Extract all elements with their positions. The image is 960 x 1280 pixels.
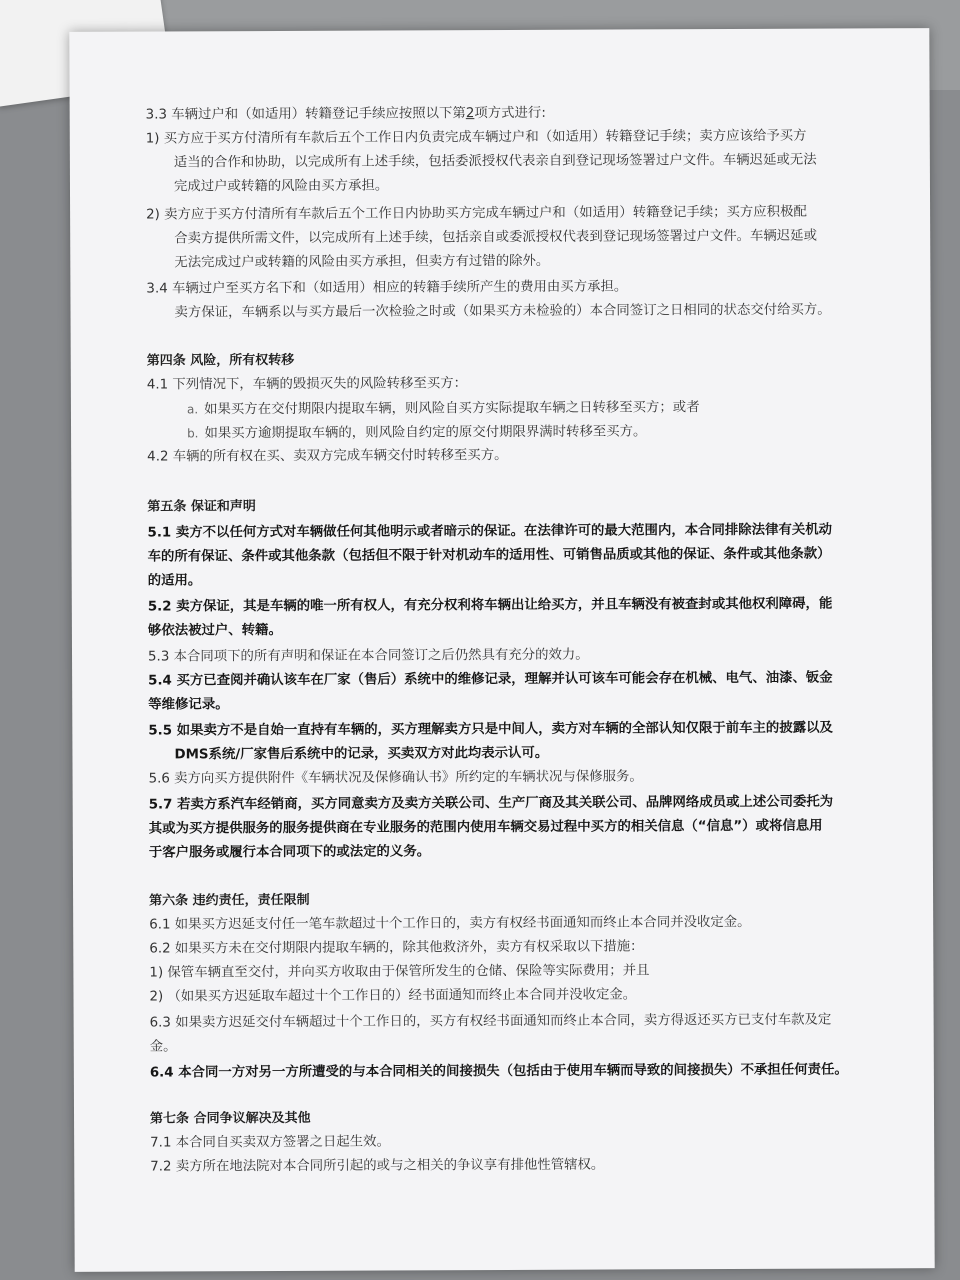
clause-4-1: 4.1 下列情况下，车辆的毁损灭失的风险转移至买方：: [146, 376, 468, 393]
clause-3-4: 3.4 车辆过户至买方名下和（如适用）相应的转籍手续所产生的费用由买方承担。: [146, 279, 628, 297]
clause-6-2: 6.2 如果买方未在交付期限内提取车辆的，除其他救济外，卖方有权采取以下措施：: [149, 939, 644, 957]
clause-5-5-line2: DMS系统/厂家售后系统中的记录，买卖双方对此均表示认可。: [174, 745, 549, 763]
clause-5-1-line2: 车的所有保证、条件或其他条款（包括但不限于针对机动车的适用性、可销售品质或其他的保证、条件或其他条款）: [147, 546, 831, 565]
article-6-title: 第六条 违约责任，责任限制: [149, 892, 310, 909]
clause-3-3-item2-line3: 无法完成过户或转籍的风险由买方承担，但卖方有过错的除外。: [174, 253, 550, 271]
clause-4-1-b: b. 如果买方逾期提取车辆的，则风险自约定的原交付期限界满时转移至买方。: [187, 424, 647, 442]
clause-5-7-line2: 其或为买方提供服务的服务提供商在专业服务的范围内使用车辆交易过程中买方的相关信息（“信息”）或将信息用: [148, 818, 823, 837]
clause-3-3-heading: 3.3 车辆过户和（如适用）转籍登记手续应按照以下第2项方式进行:: [145, 105, 546, 123]
article-7-title: 第七条 合同争议解决及其他: [150, 1110, 311, 1127]
clause-4-1-a: a. 如果买方在交付期限内提取车辆，则风险自买方实际提取车辆之日转移至买方；或者: [186, 400, 700, 418]
clause-3-3-item2-line2: 合卖方提供所需文件，以完成所有上述手续，包括亲自或委派授权代表到登记现场签署过户文件。车辆迟延或: [174, 228, 817, 247]
clause-5-7-line1: 5.7 若卖方系汽车经销商，买方同意卖方及卖方关联公司、生产厂商及其关联公司、品牌网络成员或上述公司委托为: [148, 794, 834, 813]
clause-5-1-line1: 5.1 卖方不以任何方式对车辆做任何其他明示或者暗示的保证。在法律许可的最大范围内，本合同排除法律有关机动: [147, 522, 833, 541]
document-page: [69, 28, 934, 1272]
article-5-title: 第五条 保证和声明: [147, 499, 256, 515]
clause-5-5-line1: 5.5 如果卖方不是自始一直持有车辆的，买方理解卖方只是中间人，卖方对车辆的全部认知仅限于前车主的披露以及: [148, 720, 833, 739]
clause-5-2-line1: 5.2 卖方保证，其是车辆的唯一所有权人，有充分权利将车辆出让给买方，并且车辆没有被查封或其他权利障碍，能: [147, 596, 833, 615]
clause-7-1: 7.1 本合同自买卖双方签署之日起生效。: [150, 1134, 390, 1151]
clause-3-4-warranty: 卖方保证，车辆系以与买方最后一次检验之时或（如果买方未检验的）本合同签订之日相同的状态交付给买方。: [174, 302, 831, 321]
clause-6-2-item1: 1) 保管车辆直至交付，并向买方收取由于保管所发生的仓储、保险等实际费用；并且: [149, 963, 650, 981]
clause-3-3-item1-line3: 完成过户或转籍的风险由买方承担。: [173, 178, 389, 195]
article-4-title: 第四条 风险，所有权转移: [146, 352, 295, 369]
clause-5-2-line2: 够依法被过户、转籍。: [147, 622, 282, 639]
clause-5-4-line1: 5.4 买方已查阅并确认该车在厂家（售后）系统中的维修记录，理解并认可该车可能会存在机械、电气、油漆、钣金: [148, 670, 833, 689]
contract-text: [145, 102, 906, 1175]
clause-3-3-item1-line2: 适当的合作和协助，以完成所有上述手续，包括委派授权代表亲自到登记现场签署过户文件。车辆迟延或无法: [173, 152, 817, 171]
clause-5-1-line3: 的适用。: [147, 573, 202, 589]
clause-3-3-item2-line1: 2) 卖方应于买方付清所有车款后五个工作日内协助买方完成车辆过户和（如适用）转籍登记手续；买方应积极配: [146, 204, 807, 223]
clause-7-2: 7.2 卖方所在地法院对本合同所引起的或与之相关的争议享有排他性管辖权。: [150, 1157, 605, 1175]
clause-6-2-item2: 2) （如果买方迟延取车超过十个工作日的）经书面通知而终止本合同并没收定金。: [149, 987, 637, 1005]
clause-6-3-line2: 金。: [149, 1039, 177, 1055]
clause-6-3-line1: 6.3 如果卖方迟延交付车辆超过十个工作日的，买方有权经书面通知而终止本合同，卖方得返还买方已支付车款及定: [149, 1012, 832, 1031]
clause-4-2: 4.2 车辆的所有权在买、卖双方完成车辆交付时转移至买方。: [147, 447, 508, 465]
clause-5-6: 5.6 卖方向买方提供附件《车辆状况及保修确认书》所约定的车辆状况与保修服务。: [148, 769, 643, 787]
clause-5-7-line3: 于客户服务或履行本合同项下的或法定的义务。: [148, 844, 431, 861]
clause-5-4-line2: 等维修记录。: [148, 697, 229, 713]
clause-6-1: 6.1 如果买方迟延支付任一笔车款超过十个工作日的，卖方有权经书面通知而终止本合同并没收定金。: [149, 914, 751, 933]
clause-3-3-item1-line1: 1) 买方应于买方付清所有车款后五个工作日内负责完成车辆过户和（如适用）转籍登记手续；卖方应该给予买方: [145, 128, 807, 147]
clause-6-4: 6.4 本合同一方对另一方所遭受的与本合同相关的间接损失（包括由于使用车辆而导致的间接损失）不承担任何责任。: [149, 1062, 848, 1081]
clause-5-3: 5.3 本合同项下的所有声明和保证在本合同签订之后仍然具有充分的效力。: [147, 647, 589, 665]
